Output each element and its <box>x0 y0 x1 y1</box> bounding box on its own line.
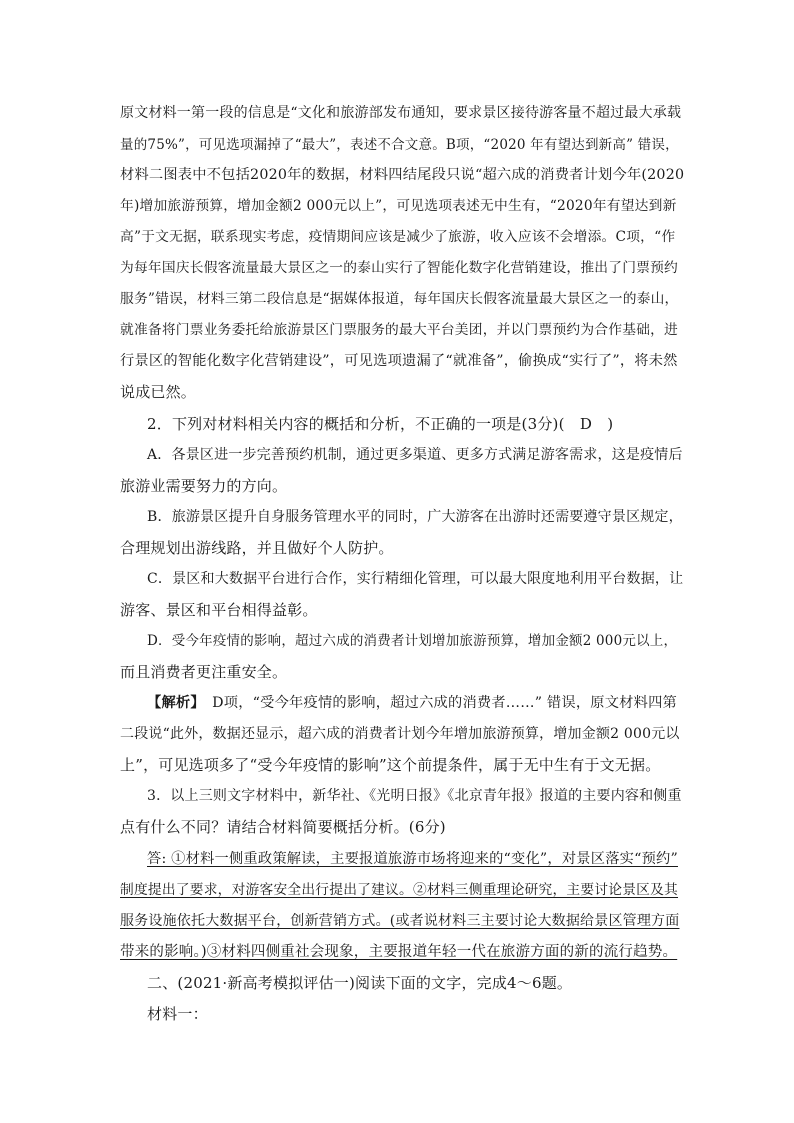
paragraph-1-line: 年)增加旅游预算，增加金额2 000元以上”，可见选项表述无中生有，“2020年有望达到新 <box>120 198 677 214</box>
option-d-line: D．受今年疫情的影响，超过六成的消费者计划增加旅游预算，增加金额2 000元以上， <box>147 633 678 649</box>
paragraph-1-line: 原文材料一第一段的信息是“文化和旅游部发布通知，要求景区接待游客量不超过最大承载 <box>120 105 682 121</box>
analysis-line <box>147 693 677 713</box>
paragraph-1-line: 服务”错误，材料三第二段信息是“据媒体报道，每年国庆长假客流量最大景区之一的泰山， <box>120 291 679 307</box>
answer-line: 答: ①材料一侧重政策解读，主要报道旅游市场将迎来的“变化”，对景区落实“预约” <box>147 851 678 867</box>
question-2-stem: 2．下列对材料相关内容的概括和分析，不正确的一项是(3分)( D ) <box>147 415 614 433</box>
material-label: 材料一： <box>147 1005 208 1023</box>
answer-line: 带来的影响。)③材料四侧重社会现象，主要报道年轻一代在旅游方面的新的流行趋势。 <box>120 944 678 960</box>
paragraph-1-line: 材料二图表中不包括2020年的数据，材料四结尾段只说“超六成的消费者计划今年(2020 <box>120 167 685 183</box>
option-c-line: C．景区和大数据平台进行合作，实行精细化管理，可以最大限度地利用平台数据，让 <box>147 571 684 587</box>
analysis-line: 上”，可见选项多了“受今年疫情的影响”这个前提条件，属于无中生有于文无据。 <box>120 756 661 774</box>
option-c-line: 游客、景区和平台相得益彰。 <box>120 601 318 619</box>
answer-line: 制度提出了要求，对游客安全出行提出了建议。②材料三侧重理论研究，主要讨论景区及其 <box>120 882 679 898</box>
question-3-stem: 3．以上三则文字材料中，新华社、《光明日报》《北京青年报》报道的主要内容和侧重 <box>147 788 682 804</box>
analysis-label: 【解析】 <box>147 695 198 711</box>
option-a-line: A．各景区进一步完善预约机制，通过更多渠道、更多方式满足游客需求，这是疫情后 <box>147 447 683 463</box>
option-d-line: 而且消费者更注重安全。 <box>120 663 288 681</box>
answer-line: 服务设施依托大数据平台，创新营销方式。(或者说材料三主要讨论大数据给景区管理方面 <box>120 913 680 929</box>
paragraph-1-line: 为每年国庆长假客流量最大景区之一的泰山实行了智能化数字化营销建设，推出了门票预约 <box>120 260 679 276</box>
paragraph-1-line: 量的75%”，可见选项漏掉了“最大”，表述不合文意。B项，“2020 年有望达到新高” 错误， <box>120 137 679 153</box>
question-3-stem: 点有什么不同？请结合材料简要概括分析。(6分) <box>120 818 446 836</box>
paragraph-1-line: 说成已然。 <box>120 383 197 401</box>
section-heading: 二、(2021·新高考模拟评估一)阅读下面的文字，完成4～6题。 <box>147 974 573 992</box>
option-b-line: B．旅游景区提升自身服务管理水平的同时，广大游客在出游时还需要遵守景区规定， <box>147 509 683 525</box>
analysis-text: D项，“受今年疫情的影响，超过六成的消费者……” 错误，原文材料四第 <box>197 695 677 711</box>
option-a-line: 旅游业需要努力的方向。 <box>120 477 288 495</box>
paragraph-1-line: 行景区的智能化数字化营销建设”，可见选项遗漏了“就准备”，偷换成“实行了”，将未然 <box>120 353 678 369</box>
paragraph-1-line: 就准备将门票业务委托给旅游景区门票服务的最大平台美团，并以门票预约为合作基础，进 <box>120 322 679 338</box>
paragraph-1-line: 高”于文无据，联系现实考虑，疫情期间应该是减少了旅游，收入应该不会增添。C项，“作 <box>120 229 676 245</box>
analysis-line: 二段说“此外，数据还显示，超六成的消费者计划今年增加旅游预算，增加金额2 000元以 <box>120 726 680 742</box>
option-b-line: 合理规划出游线路，并且做好个人防护。 <box>120 539 394 557</box>
